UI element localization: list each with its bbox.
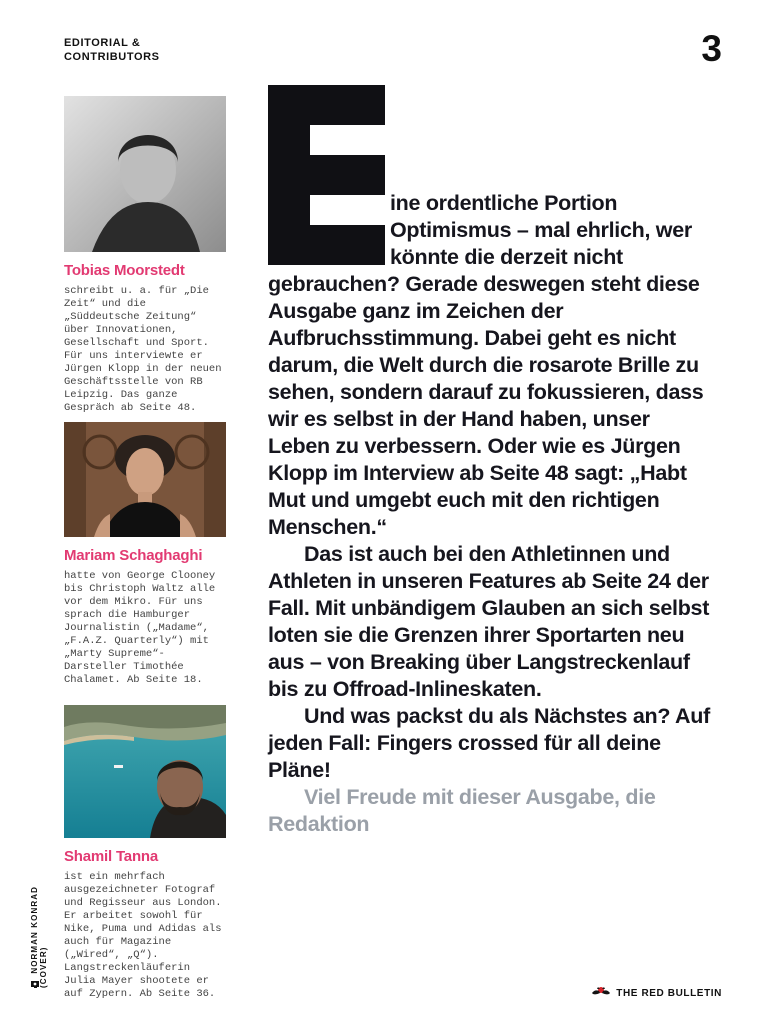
contributor-photo-wood-portrait	[64, 422, 226, 537]
contributor-name: Tobias Moorstedt	[64, 262, 185, 279]
camera-icon	[30, 981, 39, 988]
photo-credit	[30, 856, 48, 988]
footer	[592, 984, 722, 1002]
contributor-photo-bw-portrait	[64, 96, 226, 252]
contributor-bio: hatte von George Clooney bis Christoph Waltz alle vor dem Mikro. Für uns sprach die Hamburger Journalistin („Madame“, „F.A.Z. Quarterly“) mit „Marty Supreme“-Darsteller Timothée Chalamet. Ab Seite 18.	[64, 570, 216, 686]
dropcap-e	[268, 85, 385, 265]
section-kicker	[64, 36, 160, 64]
editorial-paragraph-3: Und was packst du als Nächstes an? Auf jeden Fall: Fingers crossed für all deine Pläne!	[268, 704, 710, 782]
page-number: 3	[701, 28, 722, 69]
contributor-card	[64, 96, 226, 415]
contributor-bio: ist ein mehrfach ausgezeichneter Fotograf und Regisseur aus London. Er arbeitet sowohl für Nike, Puma und Adidas als auch für Magazine („Wired“, „Q“). Langstreckenläuferin Julia Mayer shootete er auf Zypern. Ab Seite 36.	[64, 871, 222, 1000]
editorial-paragraph-4-signoff: Viel Freude mit dieser Ausgabe, die Redaktion	[268, 785, 656, 836]
red-bull-logo-icon	[592, 984, 610, 1002]
contributor-photo-coast-selfie	[64, 705, 226, 838]
contributor-name: Mariam Schaghaghi	[64, 547, 203, 564]
photo-credit-text: NORMAN KONRAD (COVER)	[30, 886, 48, 988]
editorial-paragraph-1-text: ine ordentliche Portion Optimismus – mal ehrlich, wer könnte die derzeit nicht gebrauchen? Gerade deswegen steht diese Ausgabe ganz im Zeichen der Aufbruchsstimmung. Dabei geht es nicht darum, die Welt durch die rosarote Brille zu sehen, sondern darauf zu fokussieren, dass wir es selbst in der Hand haben, unser Leben zu verbessern. Oder wie es Jürgen Klopp im Interview ab Seite 48 sagt: „Habt Mut und umgebt euch mit den richtigen Menschen.“	[268, 191, 704, 539]
brand-name: THE RED BULLETIN	[616, 987, 722, 999]
contributor-name: Shamil Tanna	[64, 848, 159, 865]
contributor-card	[64, 422, 226, 687]
kicker-line-2: CONTRIBUTORS	[64, 51, 160, 63]
kicker-line-1: EDITORIAL &	[64, 37, 141, 49]
contributor-card	[64, 705, 226, 1001]
editorial-column	[268, 85, 714, 838]
contributor-bio: schreibt u. a. für „Die Zeit“ und die „Süddeutsche Zeitung“ über Innovationen, Gesellschaft und Sport. Für uns interviewte er Jürgen Klopp in der neuen Geschäftsstelle von RB Leipzig. Das ganze Gespräch ab Seite 48.	[64, 285, 222, 414]
editorial-paragraph-2: Das ist auch bei den Athletinnen und Athleten in unseren Features ab Seite 24 der Fall. Mit unbändigem Glauben an sich selbst loten sie die Grenzen ihrer Sportarten neu aus – von Breaking über Langstreckenlauf bis zu Offroad-Inlineskaten.	[268, 542, 710, 701]
